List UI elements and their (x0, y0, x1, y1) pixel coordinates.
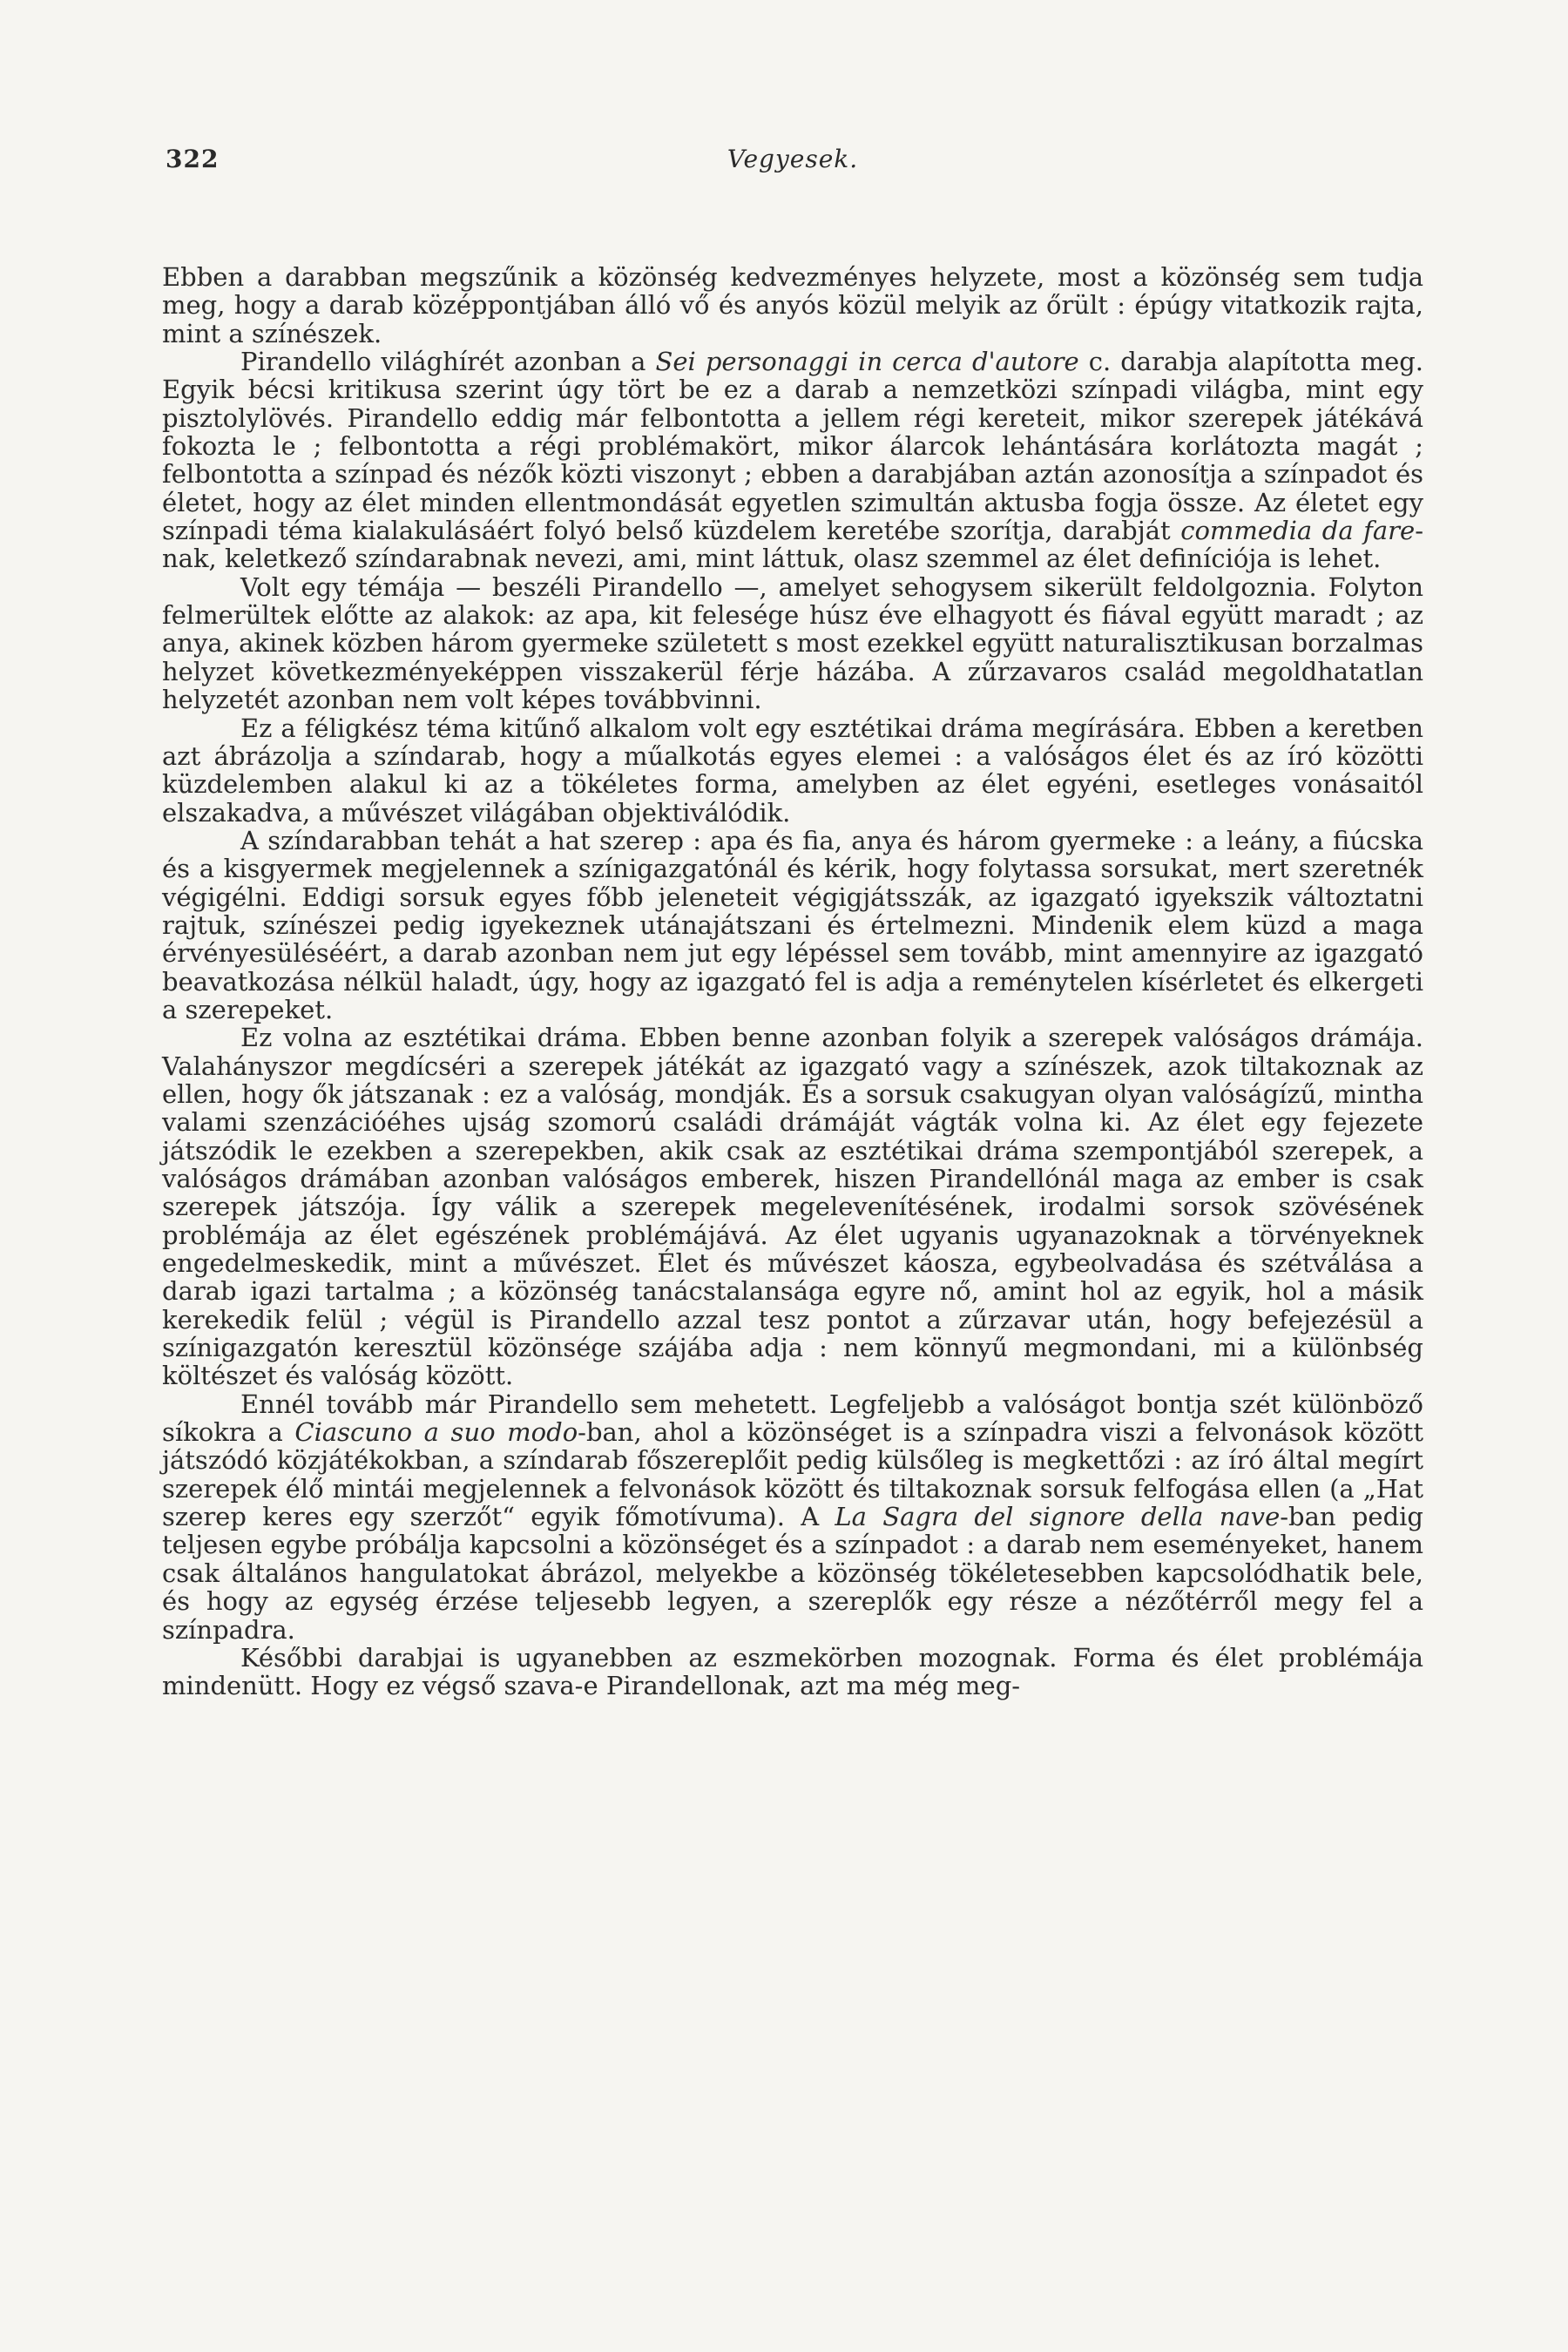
paragraph-7: Ennél tovább már Pirandello sem mehetett. Legfeljebb a valóságot bontja szét különböző síkokra a Ciascuno a suo modo-ban, ahol a közönséget is a színpadra viszi a felvonások között játszódó közjátékokban, a színdarab főszereplőit pedig külsőleg is megkettőzi : az író által megírt szerepek élő mintái megjelennek a felvonások között és tiltakoznak sorsuk felfogása ellen (a „Hat szerep keres egy szerzőt“ egyik főmotívuma). A La Sagra del signore della nave-ban pedig teljesen egybe próbálja kapcsolni a közönséget és a színpadot : a darab nem eseményeket, hanem csak általános hangulatokat ábrázol, melyekbe a közönség tökéletesebben kapcsolódhatik bele, és hogy az egység érzése teljesebb legyen, a szereplők egy része a nézőtérről megy fel a színpadra. (162, 1389, 1423, 1645)
paragraph-5: A színdarabban tehát a hat szerep : apa és fia, anya és három gyermeke : a leány, a fiúcska és a kisgyermek megjelennek a színigazgatónál és kérik, hogy folytassa sorsukat, mert szeretnék végigélni. Eddigi sorsuk egyes főbb jeleneteit végigjátsszák, az igazgató igyekszik változtatni rajtuk, színészei pedig igyekeznek utánajátszani és értelmezni. Mindenik elem küzd a maga érvényesüléséért, a darab azonban nem jut egy lépéssel sem tovább, mint amennyire az igazgató beavatkozása nélkül haladt, úgy, hogy az igazgató fel is adja a reménytelen kísérletet és elkergeti a szerepeket. (162, 825, 1423, 1024)
paragraph-3: Volt egy témája — beszéli Pirandello —, amelyet sehogysem sikerült feldolgoznia. Folyton felmerültek előtte az alakok: az apa, kit felesége húsz éve elhagyott és fiával együtt maradt ; az anya, akinek közben három gyermeke született s most ezekkel együtt naturalisztikusan borzalmas helyzet következményeképpen visszakerül férje házába. A zűrzavaros család megoldhatatlan helyzetét azonban nem volt képes továbbvinni. (162, 571, 1423, 715)
body-text (162, 263, 1423, 1700)
paragraph-6: Ez volna az esztétikai dráma. Ebben benne azonban folyik a szerepek valóságos drámája. Valahányszor megdícséri a szerepek játékát az igazgató vagy a színészek, azok tiltakoznak az ellen, hogy ők játszanak : ez a valóság, mondják. És a sorsuk csakugyan olyan valóságízű, mintha valami szenzációéhes ujság szomorú családi drámáját vágták volna ki. Az élet egy fejezete játszódik le ezekben a szerepekben, akik csak az esztétikai dráma szempontjából szerepek, a valóságos drámában azonban valóságos emberek, hiszen Pirandellónál maga az ember is csak szerepek játszója. Így válik a szerepek megelevenítésének, irodalmi sorsok szövésének problémája az élet egészének problémájává. Az élet ugyanis ugyanazoknak a törvényeknek engedelmeskedik, mint a művészet. Élet és művészet káosza, egybeolvadása és szétválása a darab igazi tartalma ; a közönség tanácstalansága egyre nő, amint hol az egyik, hol a másik kerekedik felül ; végül is Pirandello azzal tesz pontot a zűrzavar után, hogy befejezésül a színigazgatón keresztül közönsége szájába adja : nem könnyű megmondani, mi a különbség költészet és valóság között. (162, 1023, 1423, 1391)
running-head: Vegyesek. (727, 145, 859, 173)
paragraph-2: Pirandello világhírét azonban a Sei personaggi in cerca d'autore c. darabja alapította meg. Egyik bécsi kritikusa szerint úgy tört be ez a darab a nemzetközi színpadi világba, mint egy pisztolylövés. Pirandello eddig már felbontotta a jellem régi kereteit, mikor szerepek játékává fokozta le ; felbontotta a régi problémakört, mikor álarcok lehántására korlátozta magát ; felbontotta a színpad és nézők közti viszonyt ; ebben a darabjában aztán azonosítja a színpadot és életet, hogy az élet minden ellentmondását egyetlen szimultán aktusba fogja össze. Az életet egy színpadi téma kialakulásáért folyó belső küzdelem keretébe szorítja, darabját commedia da fare-nak, keletkező színdarabnak nevezi, ami, mint láttuk, olasz szemmel az élet definíciója is lehet. (162, 347, 1424, 574)
paragraph-8: Későbbi darabjai is ugyanebben az eszmekörben mozognak. Forma és élet problémája mindenütt. Hogy ez végső szava-e Pirandellonak, azt ma még meg- (162, 1642, 1423, 1701)
paragraph-1: Ebben a darabban megszűnik a közönség kedvezményes helyzete, most a közönség sem tudja meg, hogy a darab középpontjában álló vő és anyós közül melyik az őrült : épúgy vitatkozik rajta, mint a színészek. (162, 262, 1423, 348)
page-number: 322 (166, 145, 220, 173)
page-header (166, 145, 1420, 179)
paragraph-4: Ez a féligkész téma kitűnő alkalom volt egy esztétikai dráma megírására. Ebben a keretben azt ábrázolja a színdarab, hogy a műalkotás egyes elemei : a valóságos élet és az író közötti küzdelemben alakul ki az a tökéletes forma, amelyben az élet egyéni, esetleges vonásaitól elszakadva, a művészet világában objektiválódik. (162, 713, 1423, 828)
